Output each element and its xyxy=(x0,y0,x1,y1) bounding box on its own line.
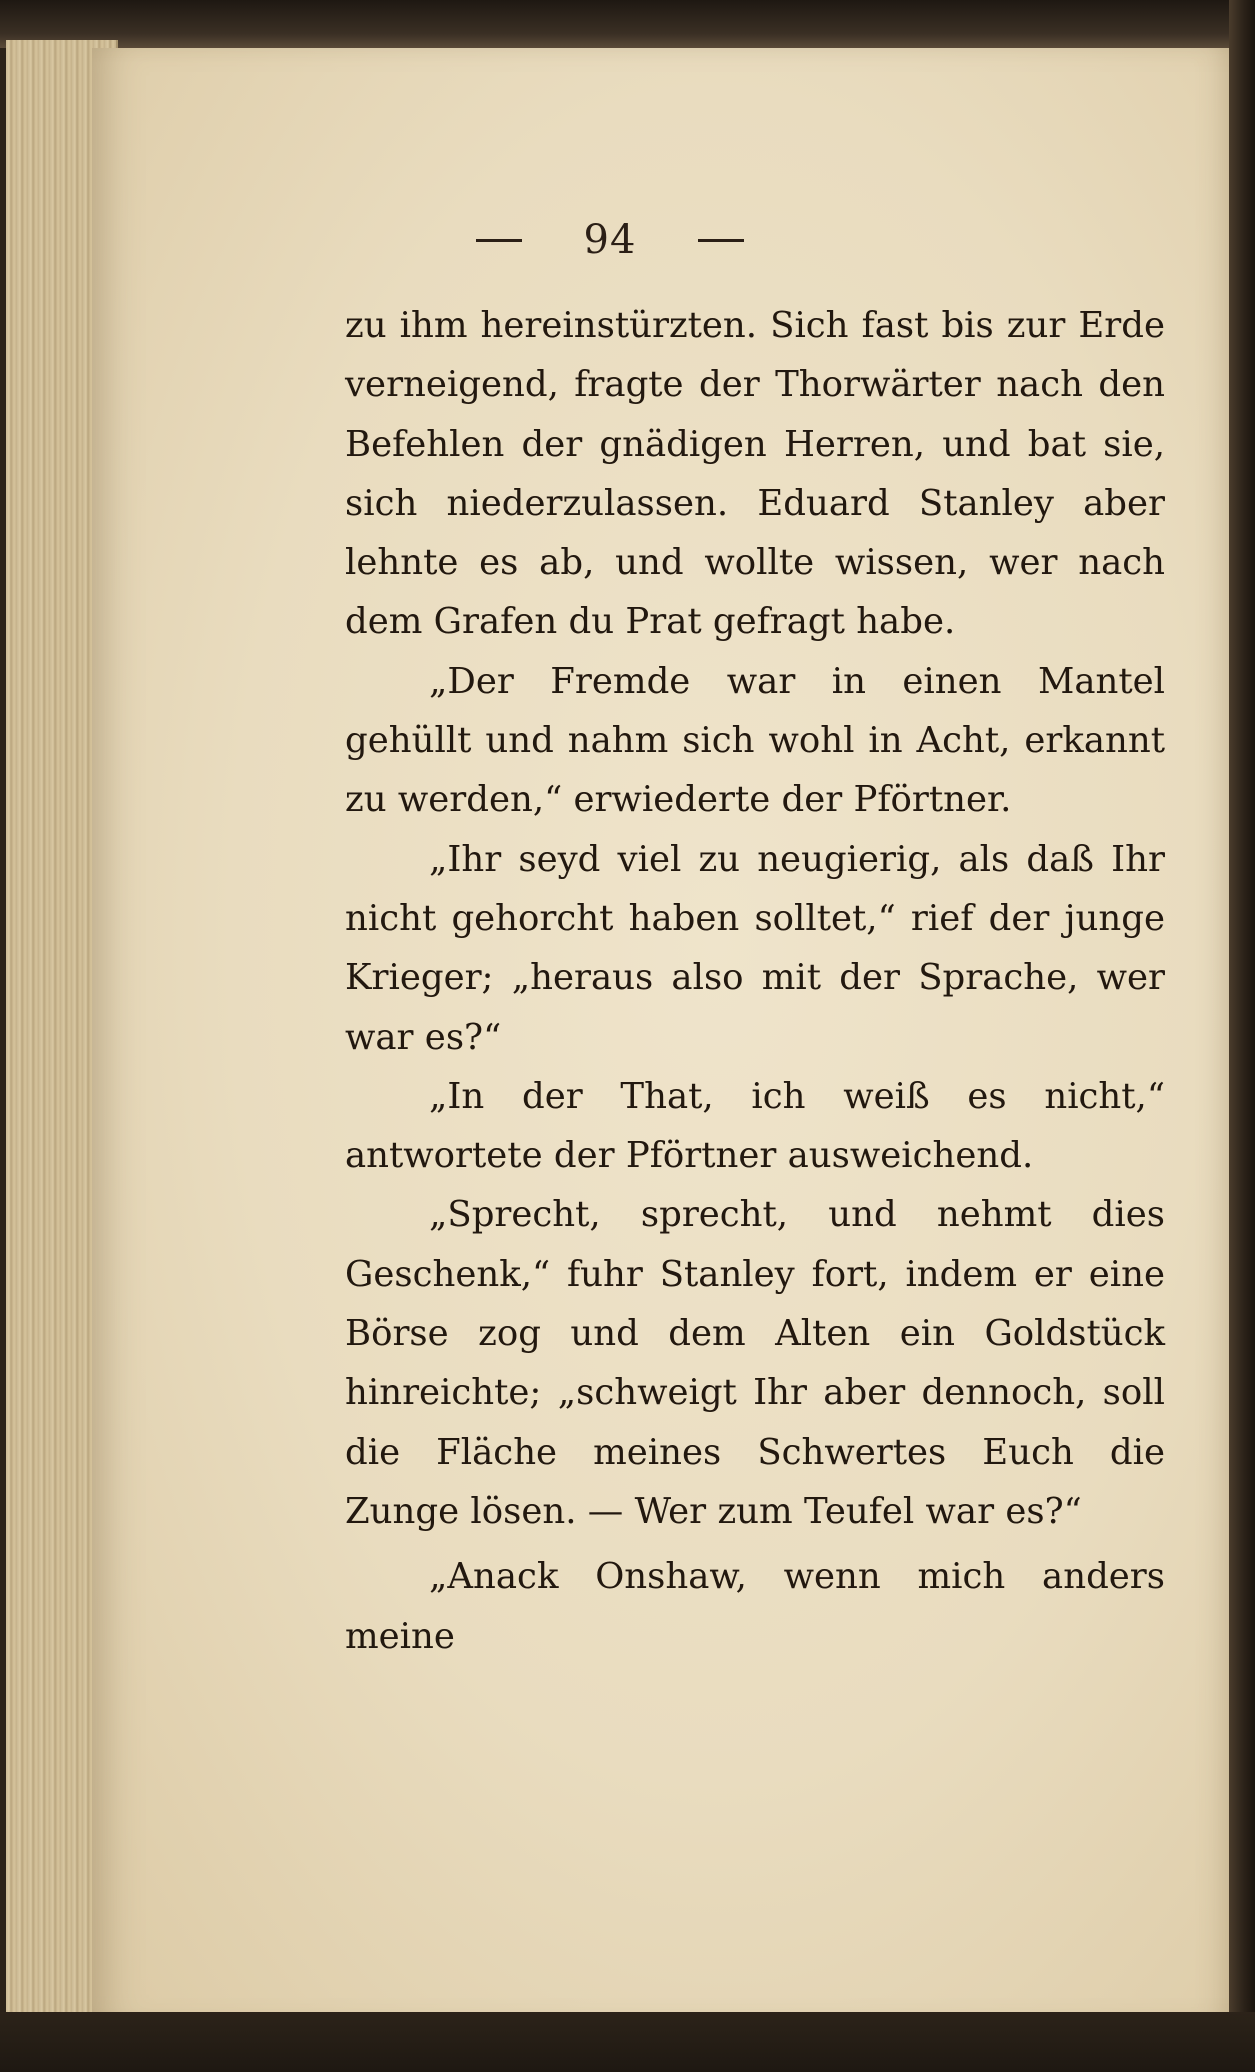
paragraph: zu ihm hereinstürzten. Sich fast bis zur Erde verneigend, fragte der Thorwärter nach den Befehlen der gnädigen Herren, und bat sie, sich niederzulassen. Eduard Stanley aber lehnte es ab, und wollte wissen, wer nach dem Grafen du Prat gefragt habe. xyxy=(345,305,1165,643)
book-cover-bottom-edge xyxy=(0,2012,1255,2072)
paragraph: „Ihr seyd viel zu neugierig, als daß Ihr nicht gehorcht haben solltet,“ rief der junge Krieger; „heraus also mit der Sprache, wer war es?“ xyxy=(345,838,1165,1058)
book-cover-top-edge xyxy=(0,0,1255,48)
page-number: 94 xyxy=(583,217,637,263)
paragraph: „Anack Onshaw, wenn mich anders meine xyxy=(345,1556,1165,1657)
book-cover-right-edge xyxy=(1229,0,1255,2072)
body-text xyxy=(345,296,1165,1666)
paragraph: „In der That, ich weiß es nicht,“ antwortete der Pförtner ausweichend. xyxy=(345,1075,1165,1177)
paragraph: „Sprecht, sprecht, und nehmt dies Geschenk,“ fuhr Stanley fort, indem er eine Börse zog und dem Alten ein Goldstück hinreichte; „schweigt Ihr aber dennoch, soll die Fläche meines Schwertes Euch die Zunge lösen. — Wer zum Teufel war es?“ xyxy=(345,1194,1165,1532)
header-dash-left xyxy=(476,239,522,242)
header-dash-right xyxy=(698,239,744,242)
paragraph: „Der Fremde war in einen Mantel gehüllt und nahm sich wohl in Acht, erkannt zu werden,“ erwiederte der Pförtner. xyxy=(345,660,1165,821)
page-header xyxy=(260,205,960,275)
